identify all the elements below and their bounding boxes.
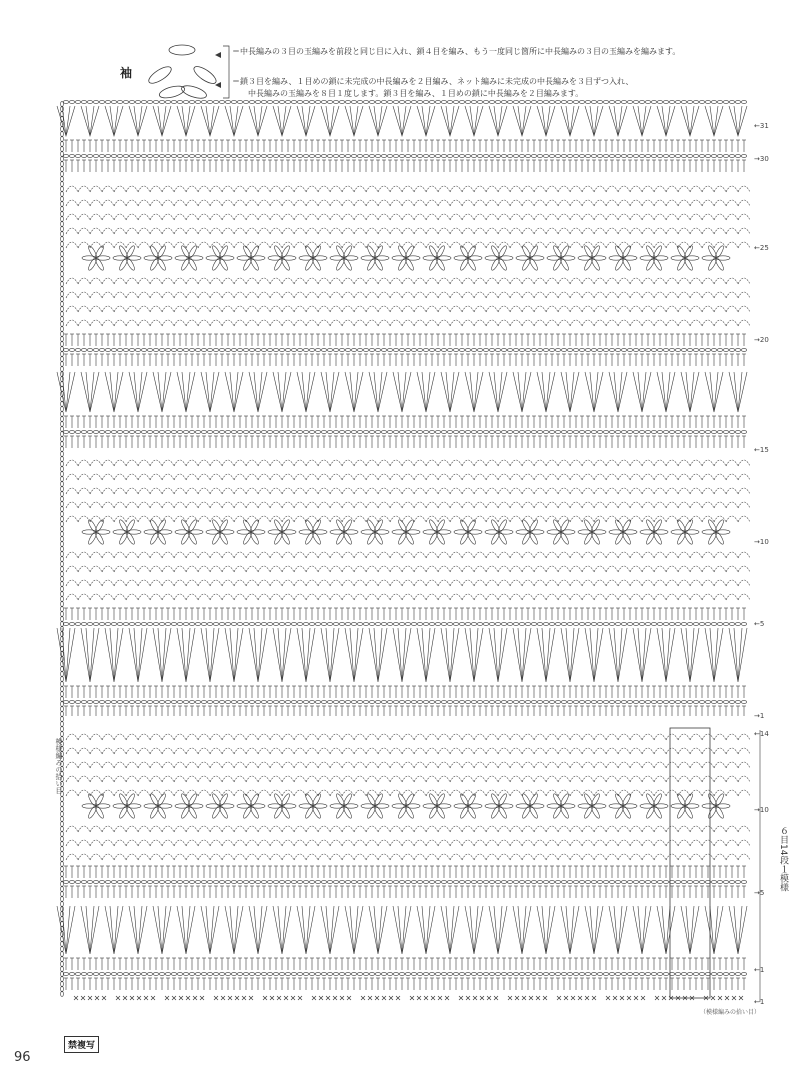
stitch-row	[64, 416, 746, 428]
stitch-row	[64, 958, 746, 970]
arch-row	[66, 200, 750, 206]
arch-row	[66, 278, 750, 284]
chain-row	[63, 973, 746, 976]
fan-row	[57, 628, 747, 682]
row-label-20: →20	[754, 336, 769, 344]
foot-note: （模様編みの拾い目）	[700, 1009, 761, 1016]
chain-row	[63, 881, 746, 884]
arch-row	[66, 580, 750, 586]
arch-row	[66, 460, 750, 466]
fan-row	[57, 372, 747, 412]
arch-row	[66, 790, 750, 796]
arch-row	[66, 242, 750, 248]
row-label-1: →1	[754, 712, 765, 720]
repeat-note: ６目14段１模様	[778, 826, 788, 892]
arch-row	[66, 734, 750, 740]
lower-row-label-14: ←14	[754, 730, 769, 738]
stitch-row	[64, 686, 746, 698]
stitch-row	[64, 334, 746, 346]
legend-arrow-2	[215, 82, 221, 88]
stitch-row	[64, 354, 746, 366]
stitch-row	[64, 886, 746, 898]
legend-line-2b: 中長編みの玉編みを８目１度します。鎖３目を編み、１目めの鎖に中長編みを２目編みます。	[248, 89, 584, 98]
copy-badge: 禁複写	[64, 1036, 99, 1053]
chain-row	[63, 431, 746, 434]
page-number: 96	[14, 1050, 31, 1065]
arch-row	[66, 594, 750, 600]
stitch-row	[64, 866, 746, 878]
arch-row	[66, 748, 750, 754]
row-label-30: →30	[754, 155, 769, 163]
section-title: 袖	[120, 66, 133, 80]
arch-row	[66, 826, 750, 832]
arch-row	[66, 306, 750, 312]
chain-row	[63, 623, 746, 626]
arch-row	[66, 552, 750, 558]
fan-row	[57, 906, 747, 954]
stitch-row	[64, 160, 746, 172]
fan-row	[57, 106, 747, 136]
lower-row-label-5: →5	[754, 889, 765, 897]
stitch-row	[64, 436, 746, 448]
arch-row	[66, 776, 750, 782]
arch-row	[66, 474, 750, 480]
left-edge-chains	[61, 102, 64, 997]
arch-row	[66, 840, 750, 846]
flower-row	[82, 245, 730, 271]
arch-row	[66, 502, 750, 508]
leaf-motif-symbol	[146, 45, 218, 101]
stitch-row	[64, 706, 746, 716]
row-label-15: ←15	[754, 446, 769, 454]
arch-row	[66, 214, 750, 220]
repeat-bracket	[670, 728, 710, 998]
legend-bracket	[223, 46, 229, 98]
lower-row-label-1a: ←1	[754, 966, 765, 974]
row-label-31: ←31	[754, 122, 769, 130]
chain-row	[63, 701, 746, 704]
row-label-25: ←25	[754, 244, 769, 252]
arch-row	[66, 516, 750, 522]
flower-row	[82, 793, 730, 819]
flower-row	[82, 519, 730, 545]
side-note: 模様編みの拾い目	[55, 738, 63, 794]
legend-line-2: ＝鎖３目を編み、１目めの鎖に未完成の中長編みを２目編み、ネット編みに未完成の中長編みを３目ずつ入れ、	[232, 77, 634, 86]
stitch-row	[64, 978, 746, 990]
arch-row	[66, 228, 750, 234]
legend-arrow-1	[215, 52, 221, 58]
stitch-row	[64, 140, 746, 152]
chain-row	[63, 101, 746, 104]
chain-row	[63, 349, 746, 352]
arch-row	[66, 488, 750, 494]
arch-row	[66, 566, 750, 572]
chain-row	[63, 155, 746, 158]
legend-line-1: ＝中長編みの３目の玉編みを前段と同じ目に入れ、鎖４目を編み、もう一度同じ箇所に中長編みの３目の玉編みを編みます。	[232, 47, 681, 56]
row-label-10: →10	[754, 538, 769, 546]
arch-row	[66, 186, 750, 192]
stitch-row	[64, 608, 746, 620]
arch-row	[66, 762, 750, 768]
arch-row	[66, 320, 750, 326]
lower-row-label-10: →10	[754, 806, 769, 814]
row-label-5: ←5	[754, 620, 765, 628]
lower-row-label-1b: ←1	[754, 998, 765, 1006]
single-crochet-row	[74, 996, 743, 1000]
arch-row	[66, 292, 750, 298]
arch-row	[66, 854, 750, 860]
